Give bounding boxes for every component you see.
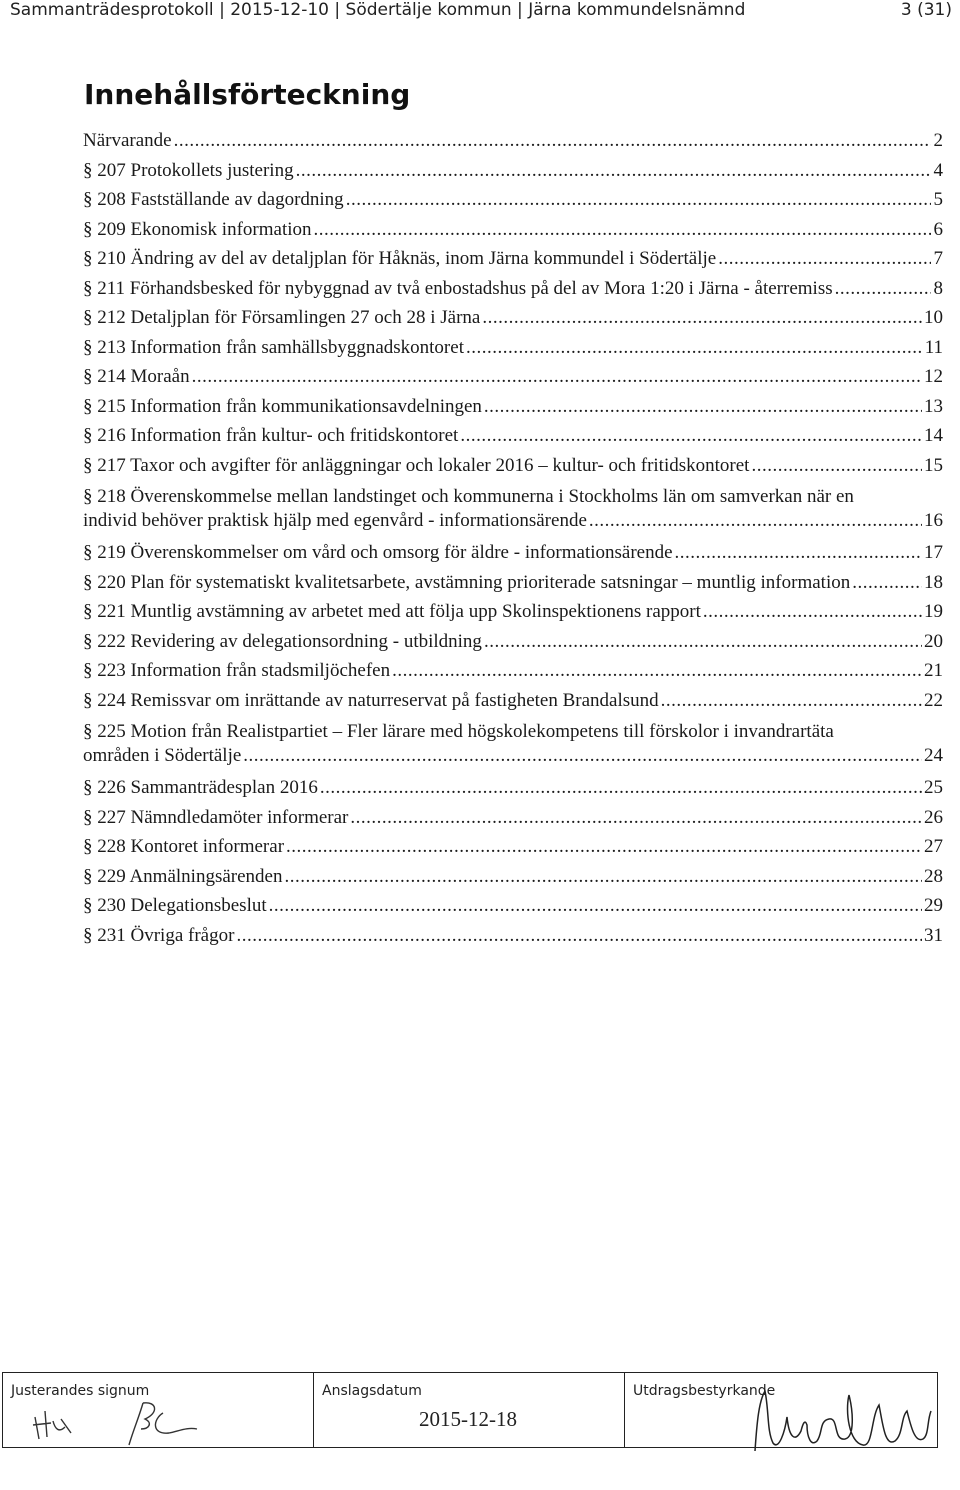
toc-entry xyxy=(83,572,943,602)
signature-initials-2 xyxy=(123,1399,213,1449)
toc-entry-page: 7 xyxy=(933,248,943,269)
toc-entry-text: § 219 Överenskommelser om vård och omsorg för äldre - informationsärende xyxy=(83,542,673,563)
toc-leader-dots xyxy=(320,777,922,799)
toc-entry xyxy=(83,690,943,720)
toc-entry-text: § 214 Moraån xyxy=(83,366,190,387)
toc-leader-dots xyxy=(661,690,922,712)
toc-entry xyxy=(83,631,943,661)
toc-entry-text: § 215 Information från kommunikationsavdelningen xyxy=(83,395,482,417)
toc-entry xyxy=(83,366,943,396)
toc-entry-text: § 230 Delegationsbeslut xyxy=(83,895,267,916)
toc-entry-text: § 227 Nämndledamöter informerar xyxy=(83,806,349,828)
toc-entry xyxy=(83,542,943,572)
toc-entry-page: 17 xyxy=(924,542,943,563)
toc-leader-dots xyxy=(718,248,931,270)
toc-entry-page: 28 xyxy=(924,865,943,887)
signature-utdrag xyxy=(745,1381,935,1461)
toc-entry-page: 22 xyxy=(924,689,943,711)
toc-leader-dots xyxy=(703,601,922,623)
toc-entry-page: 4 xyxy=(933,159,943,181)
anslag-label: Anslagsdatum xyxy=(322,1383,422,1399)
toc-entry xyxy=(83,866,943,896)
toc-entry-page: 11 xyxy=(924,336,943,358)
toc-entry xyxy=(83,777,943,807)
toc-entry xyxy=(83,660,943,690)
toc-leader-dots xyxy=(675,542,922,564)
toc-entry-text: § 207 Protokollets justering xyxy=(83,159,294,181)
toc-entry xyxy=(83,337,943,367)
toc-entry-page: 10 xyxy=(924,307,943,328)
toc-leader-dots xyxy=(835,278,931,300)
toc-entry-text: § 212 Detaljplan för Församlingen 27 och 28 i Järna xyxy=(83,307,481,328)
toc-leader-dots xyxy=(284,866,922,888)
toc-entry-text: § 222 Revidering av delegationsordning - utbildning xyxy=(83,630,482,652)
toc-entry-page: 15 xyxy=(924,454,943,476)
toc-entry-page: 16 xyxy=(924,510,943,531)
toc-entry-page: 5 xyxy=(933,189,943,210)
utdrag-label: Utdragsbestyrkande xyxy=(633,1383,776,1399)
toc-entry-text: § 211 Förhandsbesked för nybyggnad av två enbostadshus på del av Mora 1:20 i Järna - återremiss xyxy=(83,277,833,299)
utdrag-box xyxy=(624,1372,938,1448)
toc-entry xyxy=(83,396,943,426)
toc-entry-text: § 221 Muntlig avstämning av arbetet med att följa upp Skolinspektionens rapport xyxy=(83,601,701,622)
toc-entry xyxy=(83,895,943,925)
toc-entry-text: § 224 Remissvar om inrättande av naturreservat på fastigheten Brandalsund xyxy=(83,689,659,711)
toc-entry-page: 20 xyxy=(924,630,943,652)
toc-leader-dots xyxy=(852,572,922,594)
toc-entry-page: 14 xyxy=(924,425,943,446)
toc-entry-text: § 209 Ekonomisk information xyxy=(83,218,312,240)
toc-entry-page: 21 xyxy=(924,660,943,681)
toc-leader-dots xyxy=(286,836,922,858)
toc-entry-text: Närvarande xyxy=(83,130,172,151)
toc-entry-text: § 228 Kontoret informerar xyxy=(83,836,285,857)
toc-entry-text-cont: områden i Södertälje xyxy=(83,745,242,766)
toc-entry-page: 18 xyxy=(924,571,943,593)
toc-entry-page: 13 xyxy=(924,395,943,417)
toc-entry xyxy=(83,601,943,631)
toc-entry-text: § 218 Överenskommelse mellan landstinget och kommunerna i Stockholms län om samverkan när en xyxy=(83,486,854,507)
toc-entry xyxy=(83,130,943,160)
toc-entry xyxy=(83,307,943,337)
toc-entry-page: 8 xyxy=(933,277,943,299)
toc-entry xyxy=(83,278,943,308)
toc-entry-text: § 231 Övriga frågor xyxy=(83,924,235,946)
toc-entry xyxy=(83,807,943,837)
anslag-date: 2015-12-18 xyxy=(419,1407,517,1431)
toc-entry xyxy=(83,486,943,542)
toc-entry xyxy=(83,189,943,219)
toc-entry-text: § 225 Motion från Realistpartiet – Fler lärare med högskolekompetens till förskolor i invandrartäta xyxy=(83,721,834,742)
header-text: Sammanträdesprotokoll | 2015-12-10 | Södertälje kommun | Järna kommundelsnämnd xyxy=(10,0,746,20)
toc-entry xyxy=(83,925,943,955)
toc-entry-text: § 208 Fastställande av dagordning xyxy=(83,189,344,210)
toc-entry-text: § 213 Information från samhällsbyggnadskontoret xyxy=(83,336,464,358)
toc-leader-dots xyxy=(751,455,922,477)
toc-entry-page: 31 xyxy=(924,924,943,946)
toc-entry-text: § 226 Sammanträdesplan 2016 xyxy=(83,777,318,798)
toc-leader-dots xyxy=(350,807,922,829)
toc-leader-dots xyxy=(392,660,922,682)
toc-entry-page: 26 xyxy=(924,806,943,828)
toc-entry-text: § 223 Information från stadsmiljöchefen xyxy=(83,660,391,681)
toc-entry-text-cont: individ behöver praktisk hjälp med egenvård - informationsärende xyxy=(83,510,587,531)
toc-entry xyxy=(83,455,943,485)
page-header xyxy=(10,0,952,24)
toc-entry xyxy=(83,160,943,190)
toc-leader-dots xyxy=(346,189,931,211)
toc-entry-page: 25 xyxy=(924,777,943,798)
toc-leader-dots xyxy=(314,219,931,241)
table-of-contents xyxy=(83,130,943,954)
toc-entry-page: 2 xyxy=(933,130,943,151)
toc-title: Innehållsförteckning xyxy=(84,78,411,111)
toc-leader-dots xyxy=(589,510,922,532)
toc-leader-dots xyxy=(482,307,922,329)
toc-entry xyxy=(83,836,943,866)
signature-footer xyxy=(0,1372,960,1450)
toc-leader-dots xyxy=(243,745,922,767)
anslag-box xyxy=(313,1372,625,1448)
toc-entry-text: § 220 Plan för systematiskt kvalitetsarbete, avstämning prioriterade satsningar – muntlig information xyxy=(83,571,851,593)
toc-entry-page: 6 xyxy=(933,218,943,240)
toc-leader-dots xyxy=(236,925,922,947)
toc-entry xyxy=(83,248,943,278)
toc-entry-text: § 210 Ändring av del av detaljplan för Håknäs, inom Järna kommundel i Södertälje xyxy=(83,248,717,269)
toc-leader-dots xyxy=(484,631,922,653)
toc-leader-dots xyxy=(269,895,922,917)
toc-leader-dots xyxy=(174,130,931,152)
toc-leader-dots xyxy=(192,366,922,388)
signature-initials-1 xyxy=(31,1403,81,1443)
page-number: 3 (31) xyxy=(900,0,952,20)
toc-leader-dots xyxy=(484,396,922,418)
signum-box xyxy=(2,1372,314,1448)
toc-leader-dots xyxy=(460,425,922,447)
toc-entry-page: 19 xyxy=(924,601,943,622)
toc-leader-dots xyxy=(466,337,923,359)
toc-entry xyxy=(83,721,943,777)
toc-entry-page: 29 xyxy=(924,895,943,916)
toc-entry xyxy=(83,425,943,455)
toc-entry xyxy=(83,219,943,249)
signum-label: Justerandes signum xyxy=(11,1383,150,1399)
toc-entry-page: 12 xyxy=(924,366,943,387)
toc-entry-text: § 229 Anmälningsärenden xyxy=(83,865,283,887)
toc-entry-page: 24 xyxy=(924,745,943,766)
toc-entry-text: § 216 Information från kultur- och fritidskontoret xyxy=(83,425,459,446)
toc-leader-dots xyxy=(296,160,931,182)
toc-entry-page: 27 xyxy=(924,836,943,857)
toc-entry-text: § 217 Taxor och avgifter för anläggningar och lokaler 2016 – kultur- och fritidskontoret xyxy=(83,454,750,476)
